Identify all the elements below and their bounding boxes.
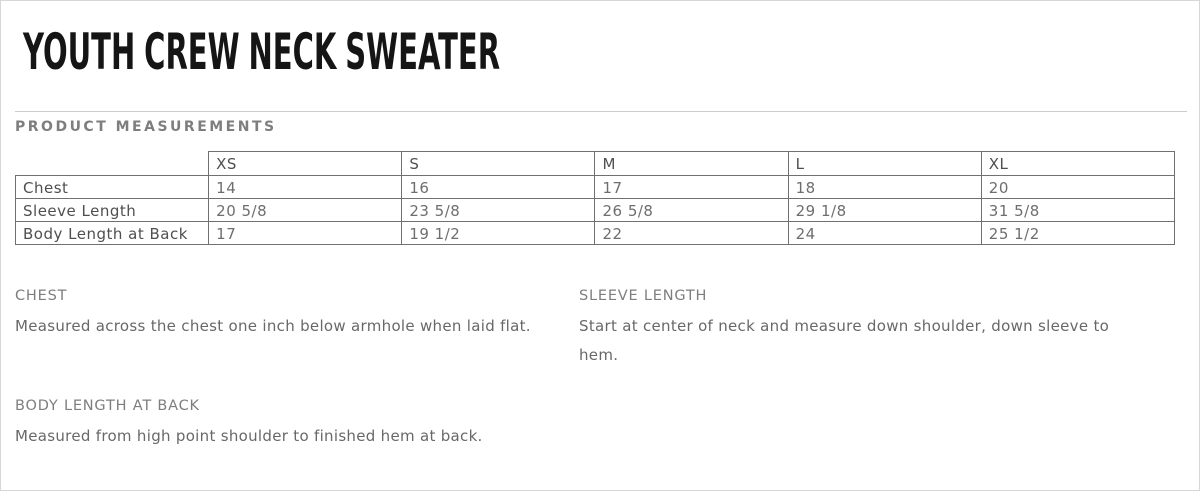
size-column-header-m: M (595, 152, 788, 176)
measurement-value: 23 5/8 (402, 199, 595, 222)
measurement-value: 26 5/8 (595, 199, 788, 222)
measurement-value: 16 (402, 176, 595, 199)
measurement-value: 14 (209, 176, 402, 199)
definition-term: CHEST (15, 288, 68, 304)
table-header-row (16, 152, 1175, 176)
definition-body-length-at-back (15, 397, 585, 451)
definition-term: SLEEVE LENGTH (579, 288, 708, 304)
measurement-value: 17 (595, 176, 788, 199)
measurement-value: 18 (788, 176, 981, 199)
measurement-value: 19 1/2 (402, 222, 595, 245)
definition-description: Measured from high point shoulder to finished hem at back. (15, 427, 483, 445)
measurement-value: 20 (981, 176, 1174, 199)
measurement-value: 24 (788, 222, 981, 245)
page-title (23, 23, 846, 81)
size-column-header-l: L (788, 152, 981, 176)
measurement-value: 20 5/8 (209, 199, 402, 222)
table-row-body-length-at-back (16, 222, 1175, 245)
corner-cell (16, 152, 209, 176)
measurement-row-label: Sleeve Length (16, 199, 209, 222)
measurement-value: 31 5/8 (981, 199, 1174, 222)
size-column-header-xs: XS (209, 152, 402, 176)
section-heading-product-measurements: PRODUCT MEASUREMENTS (15, 119, 277, 135)
measurement-value: 17 (209, 222, 402, 245)
definition-term: BODY LENGTH AT BACK (15, 398, 200, 414)
table-row-sleeve-length (16, 199, 1175, 222)
title-divider (15, 111, 1187, 112)
measurement-row-label: Chest (16, 176, 209, 199)
measurement-value: 25 1/2 (981, 222, 1174, 245)
definition-description: Measured across the chest one inch below armhole when laid flat. (15, 317, 531, 335)
table-row-chest (16, 176, 1175, 199)
measurement-row-label: Body Length at Back (16, 222, 209, 245)
definition-chest (15, 287, 560, 341)
definition-description: Start at center of neck and measure down shoulder, down sleeve to hem. (579, 317, 1110, 364)
size-column-header-xl: XL (981, 152, 1174, 176)
definition-sleeve-length (579, 287, 1134, 370)
size-column-header-s: S (402, 152, 595, 176)
measurement-value: 22 (595, 222, 788, 245)
size-chart-table (15, 151, 1175, 245)
page-title-text: YOUTH CREW NECK SWEATER (23, 23, 501, 81)
measurement-value: 29 1/8 (788, 199, 981, 222)
